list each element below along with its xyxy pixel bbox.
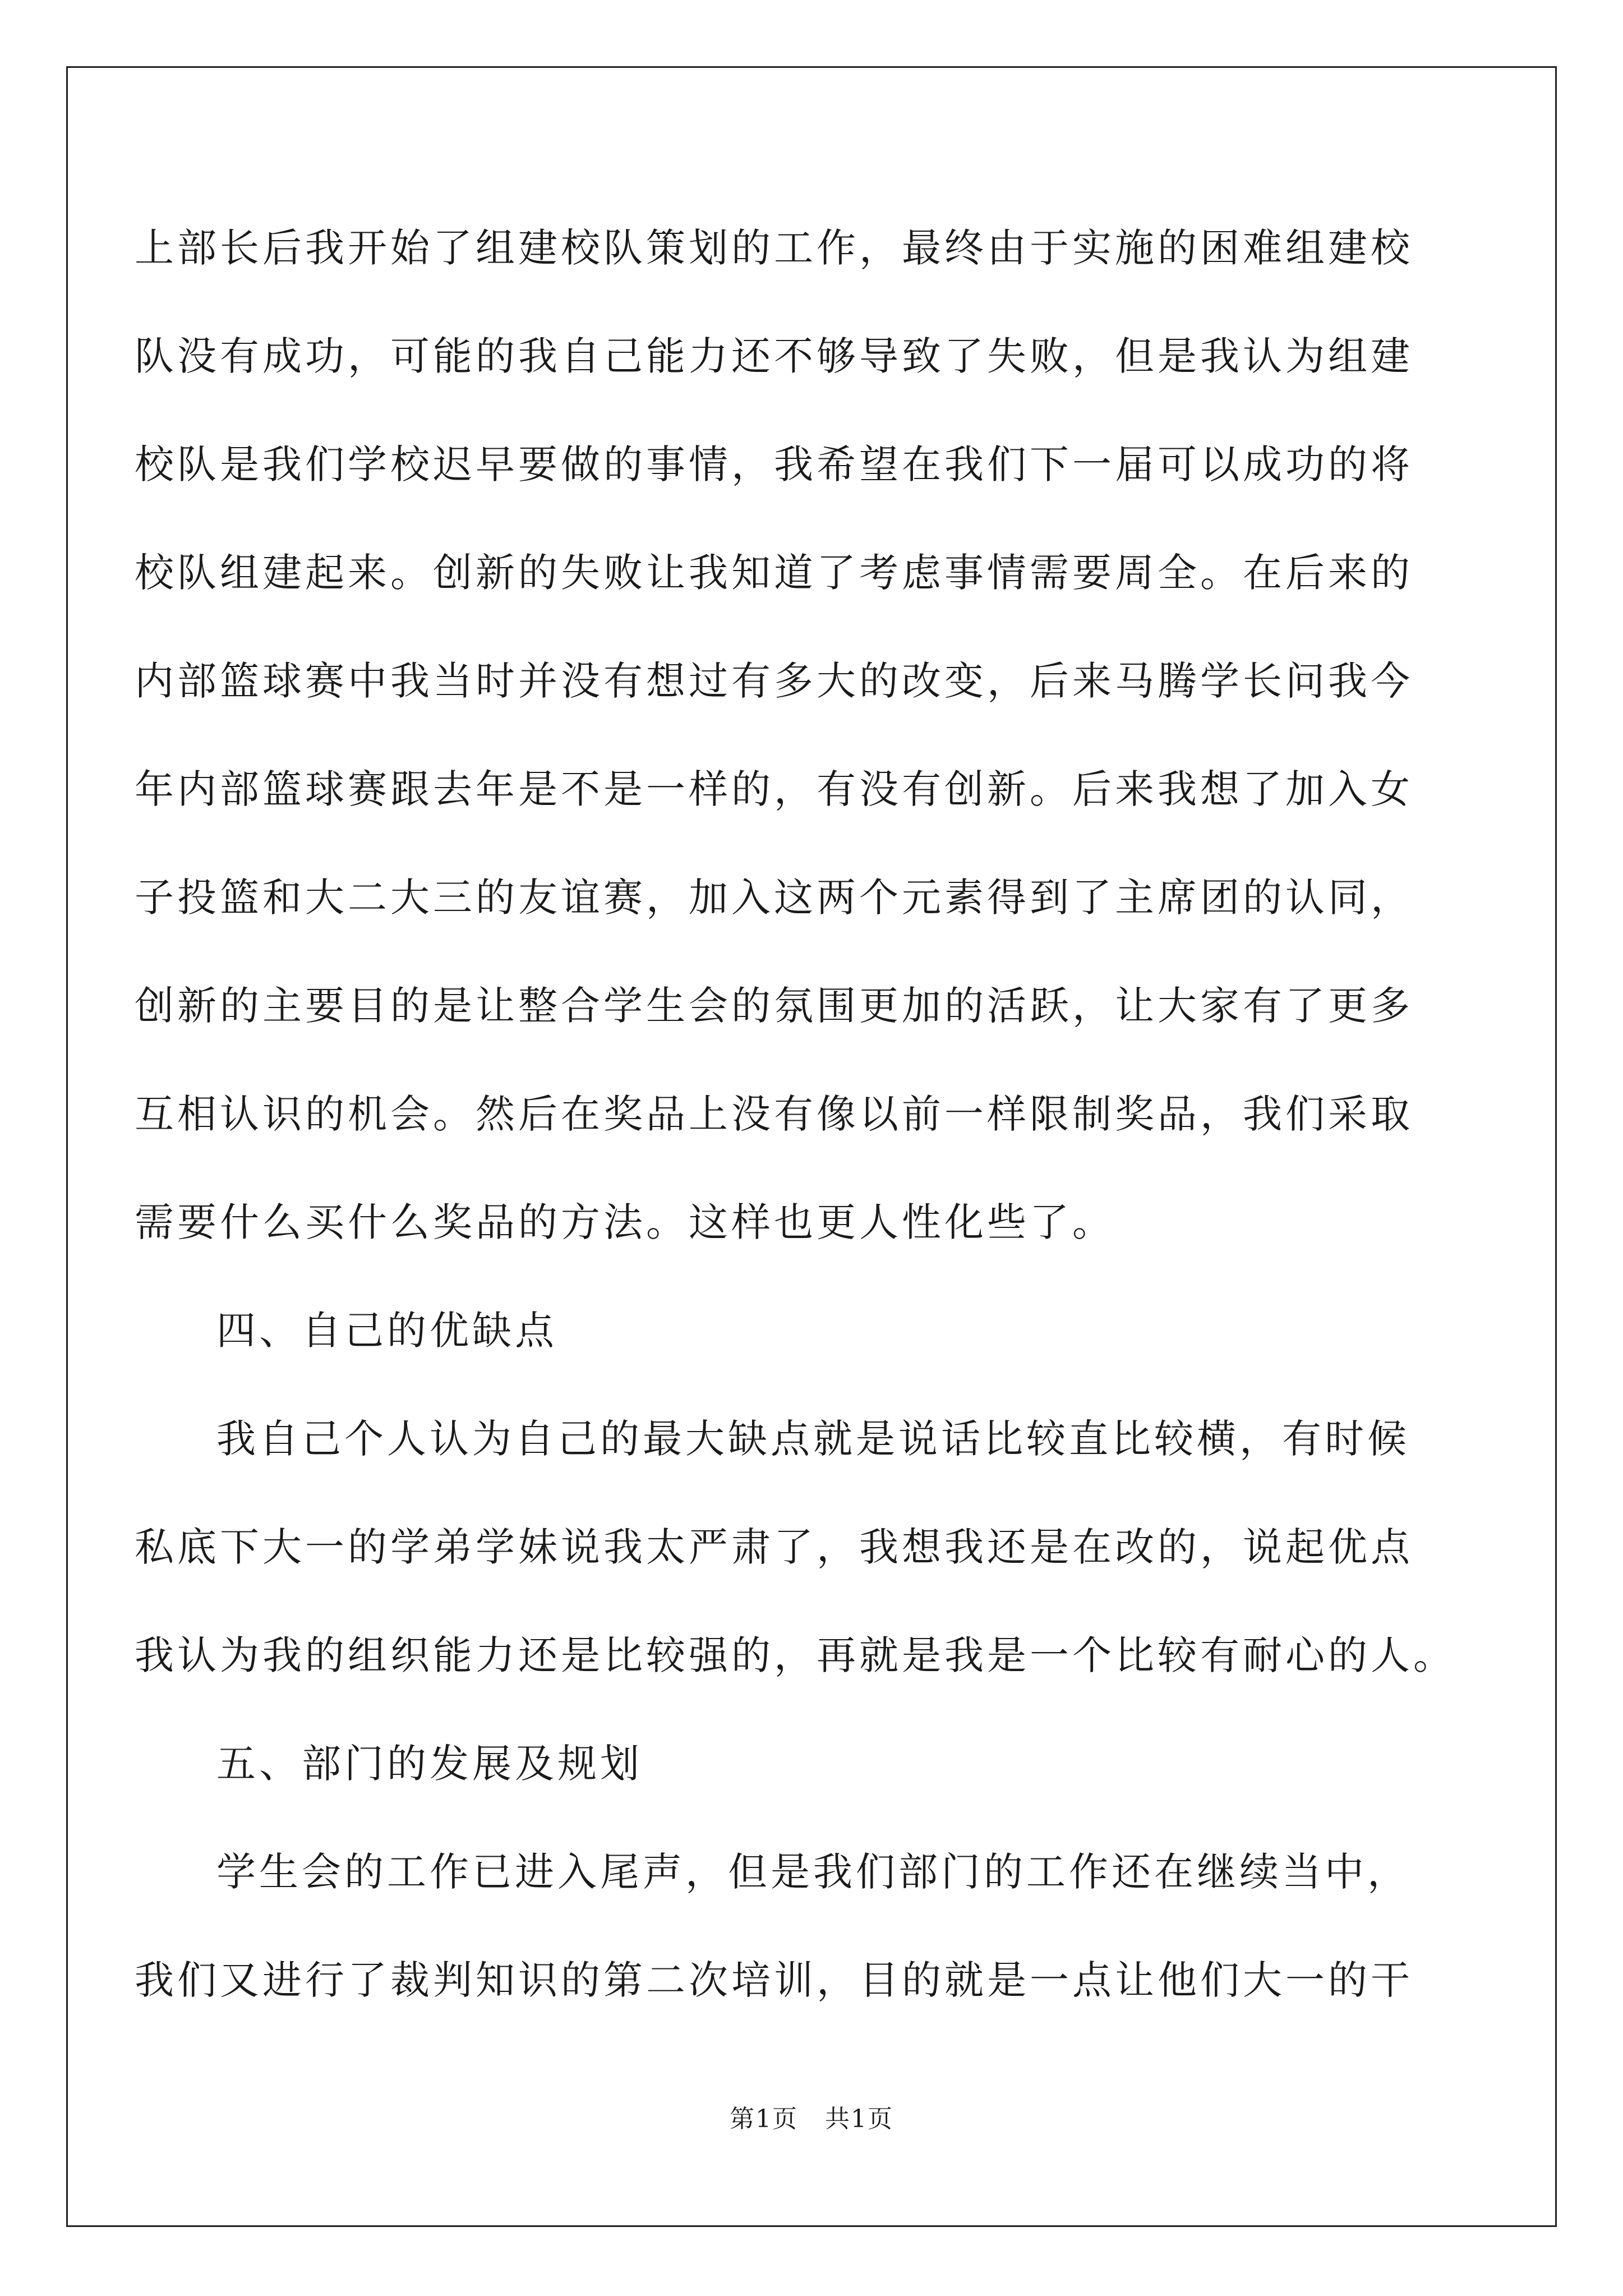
page-number: 第1页 [730,2105,798,2133]
page-border [66,66,1557,2227]
text-line: 我自己个人认为自己的最大缺点就是说话比较直比较横，有时候 [216,1416,1410,1462]
section-heading: 四、自己的优缺点 [216,1308,557,1354]
page-count: 共1页 [825,2105,893,2133]
text-line: 校队组建起来。创新的失败让我知道了考虑事情需要周全。在后来的 [135,550,1413,596]
text-line: 队没有成功，可能的我自己能力还不够导致了失败，但是我认为组建 [135,333,1413,379]
page-footer [0,2102,1623,2136]
text-line: 我认为我的组织能力还是比较强的，再就是我是一个比较有耐心的人。 [135,1632,1456,1678]
text-line: 创新的主要目的是让整合学生会的氛围更加的活跃，让大家有了更多 [135,983,1413,1029]
text-line: 互相认识的机会。然后在奖品上没有像以前一样限制奖品，我们采取 [135,1091,1413,1137]
text-line: 年内部篮球赛跟去年是不是一样的，有没有创新。后来我想了加入女 [135,766,1413,812]
text-line: 学生会的工作已进入尾声，但是我们部门的工作还在继续当中， [216,1849,1410,1895]
text-line: 校队是我们学校迟早要做的事情，我希望在我们下一届可以成功的将 [135,441,1413,487]
section-heading: 五、部门的发展及规划 [216,1741,643,1787]
text-line: 私底下大一的学弟学妹说我太严肃了，我想我还是在改的，说起优点 [135,1524,1413,1570]
text-line: 子投篮和大二大三的友谊赛，加入这两个元素得到了主席团的认同， [135,875,1413,921]
text-line: 内部篮球赛中我当时并没有想过有多大的改变，后来马腾学长问我今 [135,658,1413,704]
text-line: 上部长后我开始了组建校队策划的工作，最终由于实施的困难组建校 [135,225,1413,271]
text-line: 需要什么买什么奖品的方法。这样也更人性化些了。 [135,1199,1115,1245]
text-line: 我们又进行了裁判知识的第二次培训，目的就是一点让他们大一的干 [135,1957,1413,2003]
